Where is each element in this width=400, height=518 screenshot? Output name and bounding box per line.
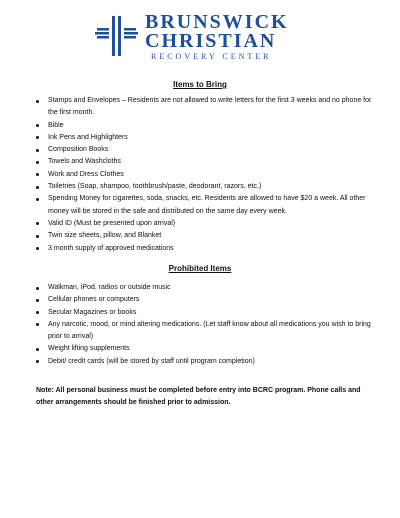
logo-text bbox=[145, 13, 289, 62]
brunswick-logo bbox=[93, 13, 313, 71]
prohibited-items-heading: Prohibited Items bbox=[168, 264, 232, 273]
list-item: Ink Pens and Highlighters bbox=[36, 132, 372, 144]
list-item: Toiletries (Soap, shampoo, toothbrush/paste, deodorant, razors, etc.) bbox=[36, 181, 372, 193]
list-item: Secular Magazines or books bbox=[36, 307, 372, 319]
list-item: 3 month supply of approved medications bbox=[36, 243, 372, 255]
logo-christian: CHRISTIAN bbox=[145, 30, 277, 52]
prohibited-items-list bbox=[36, 282, 372, 368]
list-item: Twin size sheets, pillow, and Blanket bbox=[36, 230, 372, 242]
list-item: Any narcotic, mood, or mind altering medications. (Let staff know about all medications you wish to bring prior to arrival) bbox=[36, 319, 372, 344]
list-item: Spending Money for cigarettes, soda, snacks, etc. Residents are allowed to have $20 a week. All other money will be stored in the safe and distributed on the same day every week. bbox=[36, 193, 372, 218]
logo-brunswick: BRUNSWICK bbox=[145, 11, 289, 33]
items-to-bring-list bbox=[36, 95, 372, 255]
admission-note: Note: All personal business must be completed before entry into BCRC program. Phone calls and other arrangements should be finished prior to admission. bbox=[36, 387, 361, 406]
list-item: Weight lifting supplements bbox=[36, 343, 372, 355]
list-item: Debit/ credit cards (will be stored by staff until program completion) bbox=[36, 356, 372, 368]
list-item: Stamps and Envelopes – Residents are not allowed to write letters for the first 3 weeks and no phone for the first month. bbox=[36, 95, 372, 120]
logo-recovery-center: RECOVERY CENTER bbox=[151, 52, 272, 61]
list-item: Work and Dress Clothes bbox=[36, 169, 372, 181]
items-to-bring-heading: Items to Bring bbox=[173, 80, 227, 89]
list-item: Bible bbox=[36, 120, 372, 132]
list-item: Cellular phones or computers bbox=[36, 294, 372, 306]
list-item: Composition Books bbox=[36, 144, 372, 156]
cross-logo-icon bbox=[93, 16, 141, 56]
list-item: Towels and Washcloths bbox=[36, 156, 372, 168]
list-item: Walkman, iPod, radios or outside music bbox=[36, 282, 372, 294]
list-item: Valid ID (Must be presented upon arrival) bbox=[36, 218, 372, 230]
